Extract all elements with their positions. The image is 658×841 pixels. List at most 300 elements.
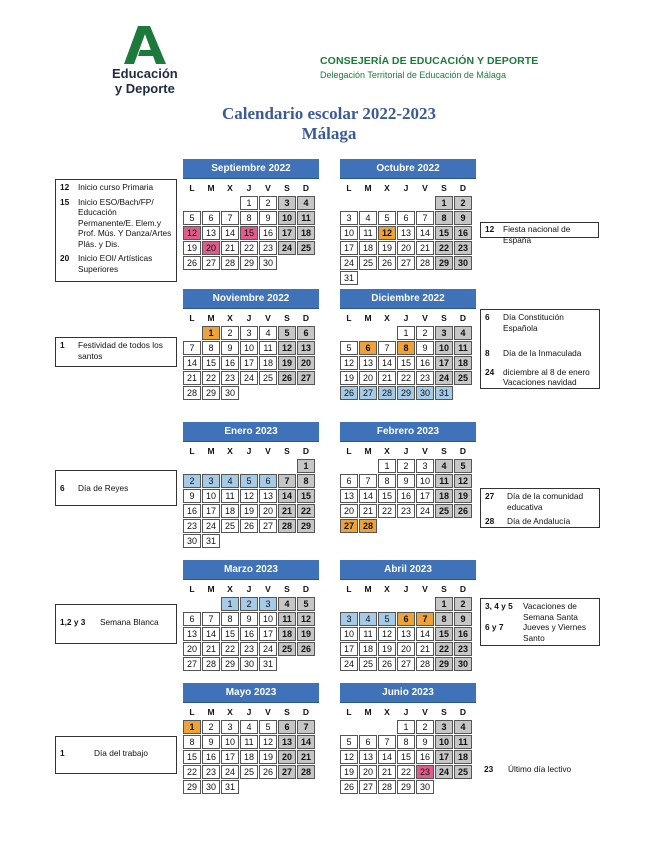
day-cell: 3 xyxy=(259,597,277,611)
day-cell: 1 xyxy=(397,720,415,734)
weekday-label: M xyxy=(207,707,215,717)
weekday-label: D xyxy=(302,313,310,323)
day-cell: 31 xyxy=(259,657,277,671)
day-cell: 11 xyxy=(359,226,377,240)
weekday-label: X xyxy=(227,183,233,193)
day-cell: 25 xyxy=(278,642,296,656)
weekday-label: L xyxy=(346,584,352,594)
day-cell: 23 xyxy=(202,765,220,779)
day-cell: 2 xyxy=(416,326,434,340)
note-day: 6 y 7 xyxy=(485,622,504,632)
logo-line-2: y Deporte xyxy=(114,81,175,96)
day-cell: 15 xyxy=(240,226,258,240)
empty-cell xyxy=(202,196,220,210)
day-cell: 6 xyxy=(297,326,315,340)
weekday-label: M xyxy=(207,446,215,456)
empty-cell xyxy=(397,196,415,210)
month-header: Diciembre 2022 xyxy=(340,289,476,309)
day-cell: 26 xyxy=(297,642,315,656)
day-cell: 19 xyxy=(259,750,277,764)
note-text: Semana Blanca xyxy=(100,617,159,627)
day-cell: 18 xyxy=(259,356,277,370)
day-cell: 1 xyxy=(378,459,396,473)
note-day: 8 xyxy=(485,348,490,358)
day-cell: 30 xyxy=(240,657,258,671)
day-cell: 18 xyxy=(297,226,315,240)
day-cell: 11 xyxy=(435,474,453,488)
day-cell: 15 xyxy=(397,356,415,370)
day-cell: 5 xyxy=(378,612,396,626)
day-cell: 18 xyxy=(359,241,377,255)
weekday-label: J xyxy=(246,183,252,193)
day-cell: 18 xyxy=(454,750,472,764)
day-cell: 28 xyxy=(359,519,377,533)
day-cell: 14 xyxy=(359,489,377,503)
day-cell: 7 xyxy=(416,211,434,225)
day-cell: 20 xyxy=(359,765,377,779)
day-cell: 24 xyxy=(202,519,220,533)
weekday-label: X xyxy=(227,446,233,456)
weekday-label: D xyxy=(459,313,467,323)
day-cell: 16 xyxy=(240,627,258,641)
day-cell: 20 xyxy=(259,504,277,518)
day-cell: 28 xyxy=(297,765,315,779)
empty-cell xyxy=(183,597,201,611)
day-cell: 4 xyxy=(240,720,258,734)
day-cell: 27 xyxy=(397,657,415,671)
day-cell: 3 xyxy=(240,326,258,340)
logo-line-1: Educación xyxy=(112,66,178,81)
day-cell: 23 xyxy=(240,642,258,656)
day-cell: 19 xyxy=(340,765,358,779)
weekday-label: L xyxy=(346,707,352,717)
day-cell: 12 xyxy=(240,489,258,503)
day-cell: 8 xyxy=(378,474,396,488)
day-cell: 29 xyxy=(183,780,201,794)
weekday-label: V xyxy=(265,584,271,594)
day-cell: 27 xyxy=(297,371,315,385)
empty-cell xyxy=(221,459,239,473)
day-cell: 25 xyxy=(240,765,258,779)
day-cell: 26 xyxy=(183,256,201,270)
note-day: 27 xyxy=(485,491,495,501)
note-item xyxy=(485,601,595,622)
note-december xyxy=(480,309,600,389)
day-cell: 16 xyxy=(416,356,434,370)
weekday-label: J xyxy=(246,584,252,594)
empty-cell xyxy=(359,597,377,611)
note-january xyxy=(55,470,177,506)
day-cell: 10 xyxy=(435,735,453,749)
empty-cell xyxy=(221,196,239,210)
month-header: Septiembre 2022 xyxy=(183,159,319,179)
empty-cell xyxy=(340,459,358,473)
day-cell: 2 xyxy=(416,720,434,734)
note-day: 1,2 y 3 xyxy=(60,617,86,627)
weekday-label: V xyxy=(265,446,271,456)
empty-cell xyxy=(359,196,377,210)
day-cell: 30 xyxy=(259,256,277,270)
day-cell: 8 xyxy=(397,735,415,749)
note-text: Inicio curso Primaria xyxy=(78,182,154,192)
month-header: Febrero 2023 xyxy=(340,422,476,442)
empty-cell xyxy=(183,326,201,340)
day-cell: 5 xyxy=(183,211,201,225)
day-cell: 11 xyxy=(454,341,472,355)
day-cell: 11 xyxy=(278,612,296,626)
day-cell: 27 xyxy=(278,765,296,779)
weekday-label: D xyxy=(459,584,467,594)
day-cell: 31 xyxy=(340,271,358,285)
day-cell: 6 xyxy=(202,211,220,225)
empty-cell xyxy=(340,597,358,611)
day-cell: 5 xyxy=(340,735,358,749)
weekday-label: S xyxy=(441,313,447,323)
month-calendar-december xyxy=(340,289,476,400)
weekday-label: S xyxy=(441,584,447,594)
weekday-label: D xyxy=(302,183,310,193)
day-cell: 26 xyxy=(454,504,472,518)
day-cell: 16 xyxy=(454,226,472,240)
day-cell: 4 xyxy=(454,720,472,734)
note-text: Último día lectivo xyxy=(508,764,572,774)
day-cell: 2 xyxy=(221,326,239,340)
month-grid xyxy=(183,444,319,548)
day-cell: 4 xyxy=(435,459,453,473)
note-text: Inicio ESO/Bach/FP/ Educación Permanente/E. Elem.y Prof. Mús. Y Danza/Artes Plás. y Dis. xyxy=(78,196,172,249)
day-cell: 8 xyxy=(221,612,239,626)
day-cell: 4 xyxy=(359,612,377,626)
day-cell: 22 xyxy=(435,241,453,255)
note-day: 3, 4 y 5 xyxy=(485,601,513,611)
day-cell: 21 xyxy=(416,642,434,656)
day-cell: 19 xyxy=(183,241,201,255)
delegacion-subtitle: Delegación Territorial de Educación de Málaga xyxy=(320,70,506,80)
day-cell: 20 xyxy=(202,241,220,255)
day-cell: 17 xyxy=(435,750,453,764)
note-day: 28 xyxy=(485,516,495,526)
day-cell: 31 xyxy=(435,386,453,400)
note-day: 12 xyxy=(60,182,70,192)
day-cell: 6 xyxy=(397,211,415,225)
empty-cell xyxy=(378,720,396,734)
note-day: 12 xyxy=(485,224,495,234)
day-cell: 27 xyxy=(259,519,277,533)
weekday-label: D xyxy=(459,707,467,717)
day-cell: 6 xyxy=(278,720,296,734)
day-cell: 8 xyxy=(297,474,315,488)
month-calendar-may xyxy=(183,683,319,794)
day-cell: 4 xyxy=(359,211,377,225)
day-cell: 13 xyxy=(259,489,277,503)
day-cell: 1 xyxy=(183,720,201,734)
day-cell: 31 xyxy=(202,534,220,548)
empty-cell xyxy=(378,196,396,210)
day-cell: 24 xyxy=(435,371,453,385)
day-cell: 17 xyxy=(416,489,434,503)
day-cell: 25 xyxy=(435,504,453,518)
empty-cell xyxy=(340,326,358,340)
empty-cell xyxy=(202,459,220,473)
day-cell: 6 xyxy=(340,474,358,488)
note-june xyxy=(480,763,600,779)
day-cell: 30 xyxy=(202,780,220,794)
day-cell: 29 xyxy=(221,657,239,671)
consejeria-title: CONSEJERÍA DE EDUCACIÓN Y DEPORTE xyxy=(320,55,539,67)
day-cell: 21 xyxy=(378,765,396,779)
note-day: 6 xyxy=(60,483,65,493)
day-cell: 22 xyxy=(221,642,239,656)
empty-cell xyxy=(359,459,377,473)
note-text: Jueves y Viernes Santo xyxy=(523,622,587,643)
day-cell: 26 xyxy=(340,780,358,794)
day-cell: 23 xyxy=(397,504,415,518)
day-cell: 15 xyxy=(202,356,220,370)
weekday-label: M xyxy=(364,707,372,717)
empty-cell xyxy=(259,459,277,473)
day-cell: 9 xyxy=(397,474,415,488)
day-cell: 28 xyxy=(221,256,239,270)
weekday-label: D xyxy=(302,707,310,717)
day-cell: 19 xyxy=(378,642,396,656)
weekday-label: M xyxy=(364,183,372,193)
day-cell: 13 xyxy=(359,356,377,370)
day-cell: 15 xyxy=(183,750,201,764)
day-cell: 3 xyxy=(202,474,220,488)
note-day: 20 xyxy=(60,253,70,263)
day-cell: 30 xyxy=(183,534,201,548)
day-cell: 12 xyxy=(454,474,472,488)
day-cell: 28 xyxy=(202,657,220,671)
day-cell: 29 xyxy=(202,386,220,400)
note-item xyxy=(485,367,595,388)
month-header: Mayo 2023 xyxy=(183,683,319,703)
day-cell: 23 xyxy=(454,241,472,255)
day-cell: 15 xyxy=(397,750,415,764)
day-cell: 1 xyxy=(435,196,453,210)
month-grid xyxy=(183,311,319,400)
day-cell: 24 xyxy=(435,765,453,779)
day-cell: 9 xyxy=(416,341,434,355)
weekday-label: J xyxy=(403,183,409,193)
day-cell: 2 xyxy=(240,597,258,611)
day-cell: 22 xyxy=(183,765,201,779)
note-text: Día Constitución Española xyxy=(503,312,564,333)
day-cell: 4 xyxy=(278,597,296,611)
day-cell: 14 xyxy=(183,356,201,370)
note-item xyxy=(485,491,595,512)
day-cell: 12 xyxy=(340,750,358,764)
day-cell: 28 xyxy=(378,386,396,400)
day-cell: 27 xyxy=(359,780,377,794)
page-title: Calendario escolar 2022-2023 xyxy=(221,104,437,123)
day-cell: 17 xyxy=(240,356,258,370)
day-cell: 10 xyxy=(435,341,453,355)
day-cell: 16 xyxy=(259,226,277,240)
empty-cell xyxy=(397,597,415,611)
weekday-label: X xyxy=(227,584,233,594)
month-calendar-january xyxy=(183,422,319,548)
day-cell: 29 xyxy=(397,780,415,794)
day-cell: 19 xyxy=(240,504,258,518)
weekday-label: S xyxy=(441,183,447,193)
weekday-label: S xyxy=(284,707,290,717)
day-cell: 22 xyxy=(397,371,415,385)
weekday-label: J xyxy=(403,313,409,323)
day-cell: 30 xyxy=(221,386,239,400)
weekday-label: D xyxy=(459,183,467,193)
day-cell: 19 xyxy=(454,489,472,503)
day-cell: 31 xyxy=(221,780,239,794)
day-cell: 8 xyxy=(183,735,201,749)
month-calendar-october xyxy=(340,159,476,285)
weekday-label: L xyxy=(189,584,195,594)
day-cell: 25 xyxy=(259,371,277,385)
day-cell: 14 xyxy=(278,489,296,503)
day-cell: 7 xyxy=(278,474,296,488)
day-cell: 23 xyxy=(416,765,434,779)
day-cell: 23 xyxy=(416,371,434,385)
day-cell: 11 xyxy=(359,627,377,641)
day-cell: 21 xyxy=(416,241,434,255)
day-cell: 17 xyxy=(278,226,296,240)
day-cell: 2 xyxy=(259,196,277,210)
day-cell: 1 xyxy=(397,326,415,340)
day-cell: 18 xyxy=(278,627,296,641)
weekday-label: M xyxy=(364,313,372,323)
note-item xyxy=(485,516,595,527)
day-cell: 5 xyxy=(297,597,315,611)
day-cell: 7 xyxy=(378,341,396,355)
note-text: Día de la Inmaculada xyxy=(503,348,582,358)
weekday-label: L xyxy=(189,446,195,456)
day-cell: 26 xyxy=(378,657,396,671)
day-cell: 28 xyxy=(378,780,396,794)
weekday-label: D xyxy=(459,446,467,456)
day-cell: 12 xyxy=(278,341,296,355)
weekday-label: V xyxy=(422,707,428,717)
day-cell: 23 xyxy=(454,642,472,656)
day-cell: 20 xyxy=(297,356,315,370)
note-text: Inicio EOI/ Artísticas Superiores xyxy=(78,253,153,274)
month-calendar-april xyxy=(340,560,476,671)
day-cell: 15 xyxy=(435,226,453,240)
day-cell: 15 xyxy=(221,627,239,641)
note-text: Día de Reyes xyxy=(78,483,129,493)
weekday-label: J xyxy=(403,446,409,456)
day-cell: 13 xyxy=(359,750,377,764)
day-cell: 20 xyxy=(359,371,377,385)
day-cell: 14 xyxy=(378,750,396,764)
day-cell: 27 xyxy=(359,386,377,400)
day-cell: 22 xyxy=(397,765,415,779)
day-cell: 10 xyxy=(240,341,258,355)
weekday-label: M xyxy=(207,183,215,193)
day-cell: 12 xyxy=(259,735,277,749)
day-cell: 25 xyxy=(359,657,377,671)
day-cell: 9 xyxy=(221,341,239,355)
weekday-label: V xyxy=(422,446,428,456)
day-cell: 4 xyxy=(221,474,239,488)
day-cell: 21 xyxy=(378,371,396,385)
day-cell: 20 xyxy=(397,241,415,255)
day-cell: 5 xyxy=(240,474,258,488)
day-cell: 9 xyxy=(259,211,277,225)
day-cell: 2 xyxy=(454,597,472,611)
day-cell: 8 xyxy=(202,341,220,355)
day-cell: 22 xyxy=(240,241,258,255)
day-cell: 8 xyxy=(397,341,415,355)
note-day: 24 xyxy=(485,366,495,377)
day-cell: 19 xyxy=(297,627,315,641)
day-cell: 22 xyxy=(435,642,453,656)
note-day: 1 xyxy=(60,340,65,350)
day-cell: 23 xyxy=(221,371,239,385)
weekday-label: J xyxy=(403,584,409,594)
day-cell: 6 xyxy=(359,735,377,749)
day-cell: 22 xyxy=(378,504,396,518)
day-cell: 9 xyxy=(454,612,472,626)
empty-cell xyxy=(359,326,377,340)
weekday-label: V xyxy=(265,707,271,717)
day-cell: 6 xyxy=(359,341,377,355)
weekday-label: X xyxy=(227,707,233,717)
empty-cell xyxy=(340,720,358,734)
day-cell: 13 xyxy=(278,735,296,749)
day-cell: 12 xyxy=(183,226,201,240)
month-header: Junio 2023 xyxy=(340,683,476,703)
month-grid xyxy=(340,705,476,794)
note-september xyxy=(55,179,177,282)
day-cell: 12 xyxy=(340,356,358,370)
day-cell: 7 xyxy=(221,211,239,225)
day-cell: 26 xyxy=(278,371,296,385)
day-cell: 7 xyxy=(359,474,377,488)
weekday-label: J xyxy=(246,313,252,323)
weekday-label: V xyxy=(265,313,271,323)
note-text: Fiesta nacional de España xyxy=(503,224,571,245)
day-cell: 17 xyxy=(259,627,277,641)
day-cell: 10 xyxy=(340,627,358,641)
note-text: Festividad de todos los santos xyxy=(78,340,163,361)
day-cell: 16 xyxy=(416,750,434,764)
empty-cell xyxy=(183,459,201,473)
day-cell: 24 xyxy=(221,765,239,779)
day-cell: 9 xyxy=(202,735,220,749)
day-cell: 2 xyxy=(397,459,415,473)
day-cell: 15 xyxy=(435,627,453,641)
month-calendar-november xyxy=(183,289,319,400)
note-text: Vacaciones de Semana Santa xyxy=(523,601,578,622)
day-cell: 13 xyxy=(202,226,220,240)
day-cell: 20 xyxy=(278,750,296,764)
day-cell: 22 xyxy=(202,371,220,385)
day-cell: 5 xyxy=(259,720,277,734)
weekday-label: L xyxy=(346,183,352,193)
day-cell: 10 xyxy=(202,489,220,503)
month-calendar-february xyxy=(340,422,476,533)
day-cell: 27 xyxy=(183,657,201,671)
day-cell: 10 xyxy=(259,612,277,626)
day-cell: 9 xyxy=(454,211,472,225)
day-cell: 20 xyxy=(397,642,415,656)
day-cell: 11 xyxy=(240,735,258,749)
day-cell: 10 xyxy=(221,735,239,749)
weekday-label: X xyxy=(384,446,390,456)
day-cell: 24 xyxy=(416,504,434,518)
day-cell: 10 xyxy=(340,226,358,240)
note-october xyxy=(480,222,599,245)
